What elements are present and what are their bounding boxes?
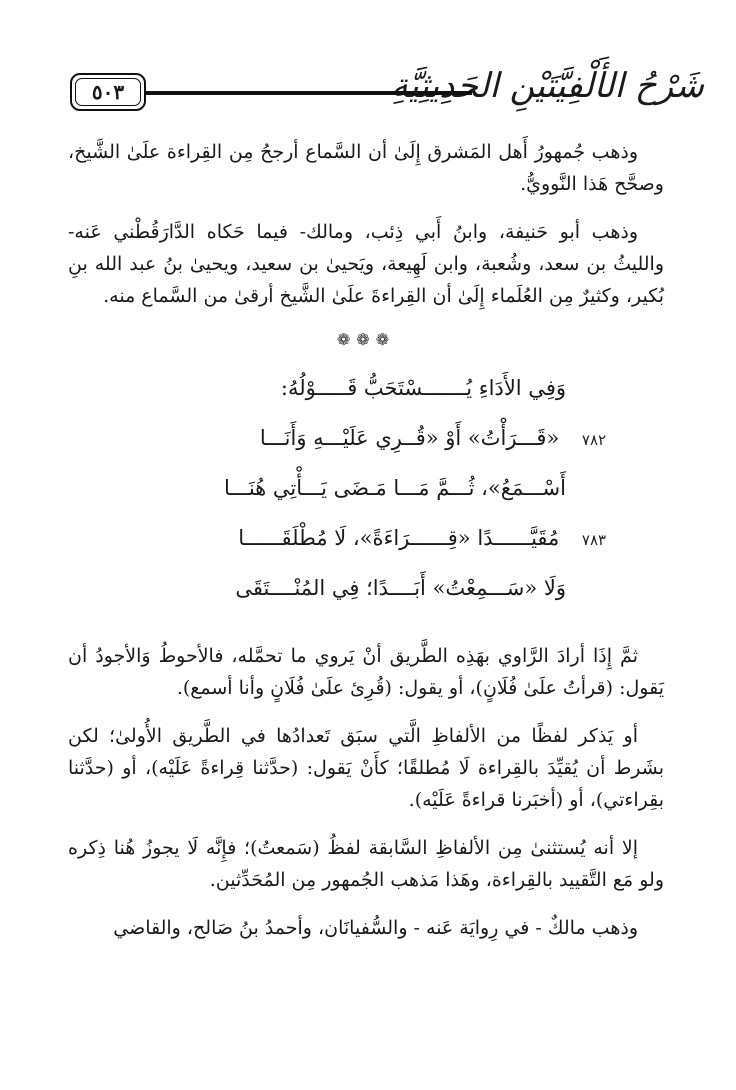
section-ornament: ❁❁❁ [336,330,396,349]
verse-line [68,470,614,520]
paragraph: وذهب أبو حَنيفة، وابنُ أَبي ذِئب، ومالك- فيما حَكاه الدَّارَقُطْني عَنه- والليثُ بن سعد، وشُعبة، وابن لَهِيعة، ويَحيىٰ بن سعيد، ويحيىٰ بنُ عبد الله بنِ بُكير، وكثيرٌ مِن العُلَماء إِلَىٰ أن القِراءةَ علَىٰ الشَّيخ أرقىٰ من السَّماع منه. [68,221,664,307]
verse-line [68,420,614,470]
verse-number: ٧٨٢ [581,431,607,449]
verse-text: وَلَا «سَـــمِعْتُ» أَبَــــدًا؛ فِي المُنْــــتَقَى [235,576,566,600]
verse-intro-text: وَفِي الأَدَاءِ يُـــــــسْتَحَبُّ قَـــــوْلُهُ: [280,376,566,400]
paragraph: أو يَذكر لفظًا من الألفاظِ الَّتي سبَق تَعدادُها في الطَّريق الأُولىٰ؛ لكن بشَرط أن يُقيِّدَ بالقِراءة لَا مُطلقًا؛ كأَنْ يَقول: (حدَّثنا قِراءةً عَلَيْه)، أو (حدَّثنا بقِراءتي)، أو (أخبَرنا قراءةً عَلَيْه). [68,725,664,811]
verse-text: أَسْـــمَعُ»، ثُـــمَّ مَـــا مَـضَى يَـــأْتِي هُنَـــا [223,476,566,500]
page-header [70,64,704,134]
verse-line [68,520,614,570]
page-content [68,136,664,960]
verse-text: مُقَيَّــــــدًا «قِــــــرَاءَةً»، لَا مُطْلَقَــــــا [238,526,560,550]
page-number-frame [70,73,146,111]
page-number: ٥٠٣ [91,80,125,104]
verse-line [68,570,614,620]
book-title: شَرْحُ الأَلْفِيَّتَيْنِ الحَدِيثِيَّةِ [390,66,704,106]
paragraph: ثمَّ إِذَا أرادَ الرَّاوي بهَذِه الطَّريق أنْ يَروي ما تحمَّله، فالأحوطُ وَالأجودُ أن يَقول: (قرأتُ علَىٰ فُلَانٍ)، أو يقول: (قُرِئ علَىٰ فُلَانٍ وأنا أسمع). [68,645,664,699]
verse-block [68,370,664,620]
verse-text: «قَـــرَأْتُ» أَوْ «قُــرِي عَلَيْـــهِ وَأَنَـــا [259,426,560,450]
header-rule [146,91,472,95]
paragraph: إلا أنه يُستثنىٰ مِن الألفاظِ السَّابقة لفظُ (سَمعتُ)؛ فإِنَّه لَا يجوزُ هُنا ذِكره ولو مَع التَّقييد بالقِراءة، وهَذا مَذهب الجُمهور مِن المُحَدِّثين. [68,837,664,891]
paragraph: وذهب جُمهورُ أَهل المَشرق إِلَىٰ أن السَّماع أرجحُ مِن القِراءة علَىٰ الشَّيخ، وصحَّح هَذا النَّوويُّ. [68,141,664,195]
verse-intro [68,370,614,420]
verse-number: ٧٨٣ [581,531,607,549]
paragraph: وذهب مالكٌ - في رِوايَة عَنه - والسُّفيانَان، وأحمدُ بنُ صَالح، والقاضي [113,917,638,939]
